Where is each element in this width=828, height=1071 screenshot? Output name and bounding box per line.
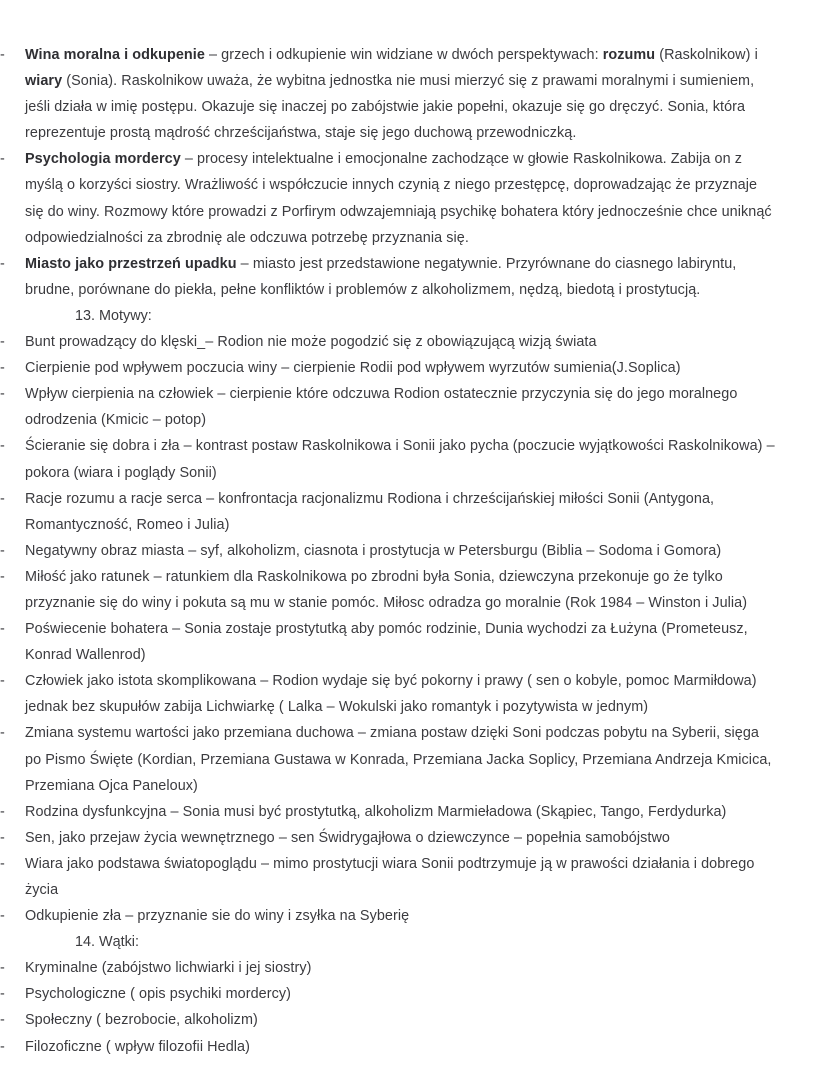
- list-item-description: – grzech i odkupienie win widziane w dwóch perspektywach:: [204, 47, 603, 63]
- list-item-text: Kryminalne (zabójstwo lichwiarki i jej siostry): [25, 960, 312, 977]
- list-item: [0, 42, 778, 146]
- list-item: [0, 564, 778, 616]
- list-item-text: Rodzina dysfunkcyjna – Sonia musi być prostytutką, alkoholizm Marmieładowa (Skąpiec, Tango, Ferdydurka): [25, 803, 727, 820]
- bullet-dash-icon: -: [0, 47, 5, 63]
- bullet-dash-icon: -: [0, 960, 5, 977]
- list-item-description: – procesy intelektualne i emocjonalne zachodzące w głowie Raskolnikowa. Zabija on z myślą o korzyści siostry. Wrażliwość i współczucie innych czynią z niego przestępcę, doprowadzając że przyznaje się do winy. Rozmowy które prowadzi z Porfirym odwzajemniają psychikę bohatera który jednocześnie chce uniknąć odpowiedzialności za zbrodnię ale odczuwa potrzebę przyznania się.: [25, 151, 772, 246]
- list-item: [0, 1034, 778, 1060]
- list-item: [0, 981, 778, 1007]
- bullet-dash-icon: -: [0, 334, 5, 351]
- bullet-dash-icon: -: [0, 151, 5, 168]
- list-item-term: rozumu: [602, 47, 656, 63]
- bullet-dash-icon: -: [0, 542, 5, 559]
- list-item-text: Zmiana systemu wartości jako przemiana duchowa – zmiana postaw dzięki Soni podczas pobytu na Syberii, sięga po Pismo Święte (Kordian, Przemiana Gustawa w Konrada, Przemiana Jacka Soplicy, Przemiana Andrzeja Kmicica, Przemiana Ojca Paneloux): [25, 725, 772, 794]
- list-item-text: Wiara jako podstawa światopoglądu – mimo prostytucji wiara Sonii podtrzymuje ją w prawości działania i dobrego życia: [25, 855, 755, 898]
- bullet-dash-icon: -: [0, 673, 5, 690]
- list-item-text: Poświecenie bohatera – Sonia zostaje prostytutką aby pomóc rodzinie, Dunia wychodzi za Łużyna (Prometeusz, Konrad Wallenrod): [25, 621, 748, 664]
- list-item-text: Ścieranie się dobra i zła – kontrast postaw Raskolnikowa i Sonii jako pycha (poczucie wyjątkowości Raskolnikowa) – pokora (wiara i poglądy Sonii): [25, 438, 775, 481]
- list-item: [0, 851, 778, 903]
- list-item-text: Wpływ cierpienia na człowiek – cierpienie które odczuwa Rodion ostatecznie przyczynia się do jego moralnego odrodzenia (Kmicic – potop): [25, 386, 738, 429]
- list-item-text: Człowiek jako istota skomplikowana – Rodion wydaje się być pokorny i prawy ( sen o kobyle, pomoc Marmiłdowa) jednak bez skupułów zabija Lichwiarkę ( Lalka – Wokulski jako romantyk i pozytywista w jednym): [25, 673, 757, 716]
- list-item: [0, 251, 778, 303]
- list-item: [0, 146, 778, 250]
- list-item-text: Cierpienie pod wpływem poczucia winy – cierpienie Rodii pod wpływem wyrzutów sumienia(J.Soplica): [25, 360, 681, 377]
- list-item: [0, 433, 778, 485]
- list-item-text: Filozoficzne ( wpływ filozofii Hedla): [25, 1038, 250, 1055]
- list-item-text: Sen, jako przejaw życia wewnętrznego – sen Świdrygajłowa o dziewczynce – popełnia samobójstwo: [25, 829, 671, 846]
- list-item-term: Miasto jako przestrzeń upadku: [25, 255, 237, 272]
- list-item: [0, 616, 778, 668]
- bullet-dash-icon: -: [0, 490, 5, 507]
- list-item-description: (Raskolnikow) i: [655, 47, 758, 63]
- list-item-description: (Sonia). Raskolnikow uważa, że wybitna jednostka nie musi mierzyć się z prawami moralnymi i sumieniem, jeśli działa w imię postępu. Okazuje się inaczej po zabójstwie jakie popełni, okazuje się go dręczyć. Sonia, która reprezentuje prostą mądrość chrześcijaństwa, staje się jego duchową przewodniczką.: [25, 73, 755, 142]
- list-item: [0, 799, 778, 825]
- list-item: [0, 903, 778, 929]
- list-item: [0, 355, 778, 381]
- list-item: [0, 329, 778, 355]
- list-item-term: wiary: [25, 73, 63, 90]
- list-item-description: – miasto jest przedstawione negatywnie. Przyrównane do ciasnego labiryntu, brudne, porównane do piekła, pełne konfliktów i problemów z alkoholizmem, nędzą, biedotą i prostytucją.: [25, 255, 737, 298]
- bullet-dash-icon: -: [0, 1012, 5, 1029]
- bullet-dash-icon: -: [0, 621, 5, 638]
- list-item-text: Bunt prowadzący do klęski_– Rodion nie może pogodzić się z obowiązującą wizją świata: [25, 334, 597, 351]
- list-item-text: Racje rozumu a racje serca – konfrontacja racjonalizmu Rodiona i chrześcijańskiej miłości Sonii (Antygona, Romantyczność, Romeo i Julia): [25, 490, 715, 533]
- bullet-dash-icon: -: [0, 725, 5, 742]
- list-item-text: [25, 47, 758, 141]
- list-item: [0, 486, 778, 538]
- motywy-bullet-list: [0, 329, 778, 929]
- list-item-text: Odkupienie zła – przyznanie sie do winy i zsyłka na Syberię: [25, 908, 410, 925]
- section-heading-motywy: 13. Motywy:: [75, 307, 152, 324]
- list-item-text: [25, 151, 772, 245]
- list-item: [0, 1007, 778, 1033]
- bullet-dash-icon: -: [0, 255, 5, 272]
- list-item-term: Psychologia mordercy: [25, 151, 181, 168]
- list-item: [0, 381, 778, 433]
- list-item-term: Wina moralna i odkupenie: [25, 47, 205, 63]
- list-item-text: Psychologiczne ( opis psychiki mordercy): [25, 986, 292, 1003]
- list-item: [0, 720, 778, 798]
- list-item: [0, 668, 778, 720]
- bullet-dash-icon: -: [0, 986, 5, 1003]
- section-heading-watki: 14. Wątki:: [75, 934, 139, 951]
- bullet-dash-icon: -: [0, 438, 5, 455]
- bullet-dash-icon: -: [0, 829, 5, 846]
- list-item: [0, 825, 778, 851]
- bullet-dash-icon: -: [0, 803, 5, 820]
- list-item-text: [25, 256, 736, 298]
- list-item-text: Negatywny obraz miasta – syf, alkoholizm, ciasnota i prostytucja w Petersburgu (Biblia – Sodoma i Gomora): [25, 542, 722, 559]
- top-bullet-list: [0, 42, 778, 303]
- bullet-dash-icon: -: [0, 386, 5, 403]
- list-item-text: Społeczny ( bezrobocie, alkoholizm): [25, 1012, 258, 1029]
- list-item-text: Miłość jako ratunek – ratunkiem dla Raskolnikowa po zbrodni była Sonia, dziewczyna przekonuje go że tylko przyznanie się do winy i pokuta są mu w stanie pomóc. Miłosc odradza go moralnie (Rok 1984 – Winston i Julia): [25, 568, 748, 611]
- bullet-dash-icon: -: [0, 360, 5, 377]
- bullet-dash-icon: -: [0, 1038, 5, 1055]
- list-item: [0, 955, 778, 981]
- bullet-dash-icon: -: [0, 908, 5, 925]
- watki-bullet-list: [0, 955, 778, 1059]
- bullet-dash-icon: -: [0, 855, 5, 872]
- list-item: [0, 538, 778, 564]
- bullet-dash-icon: -: [0, 568, 5, 585]
